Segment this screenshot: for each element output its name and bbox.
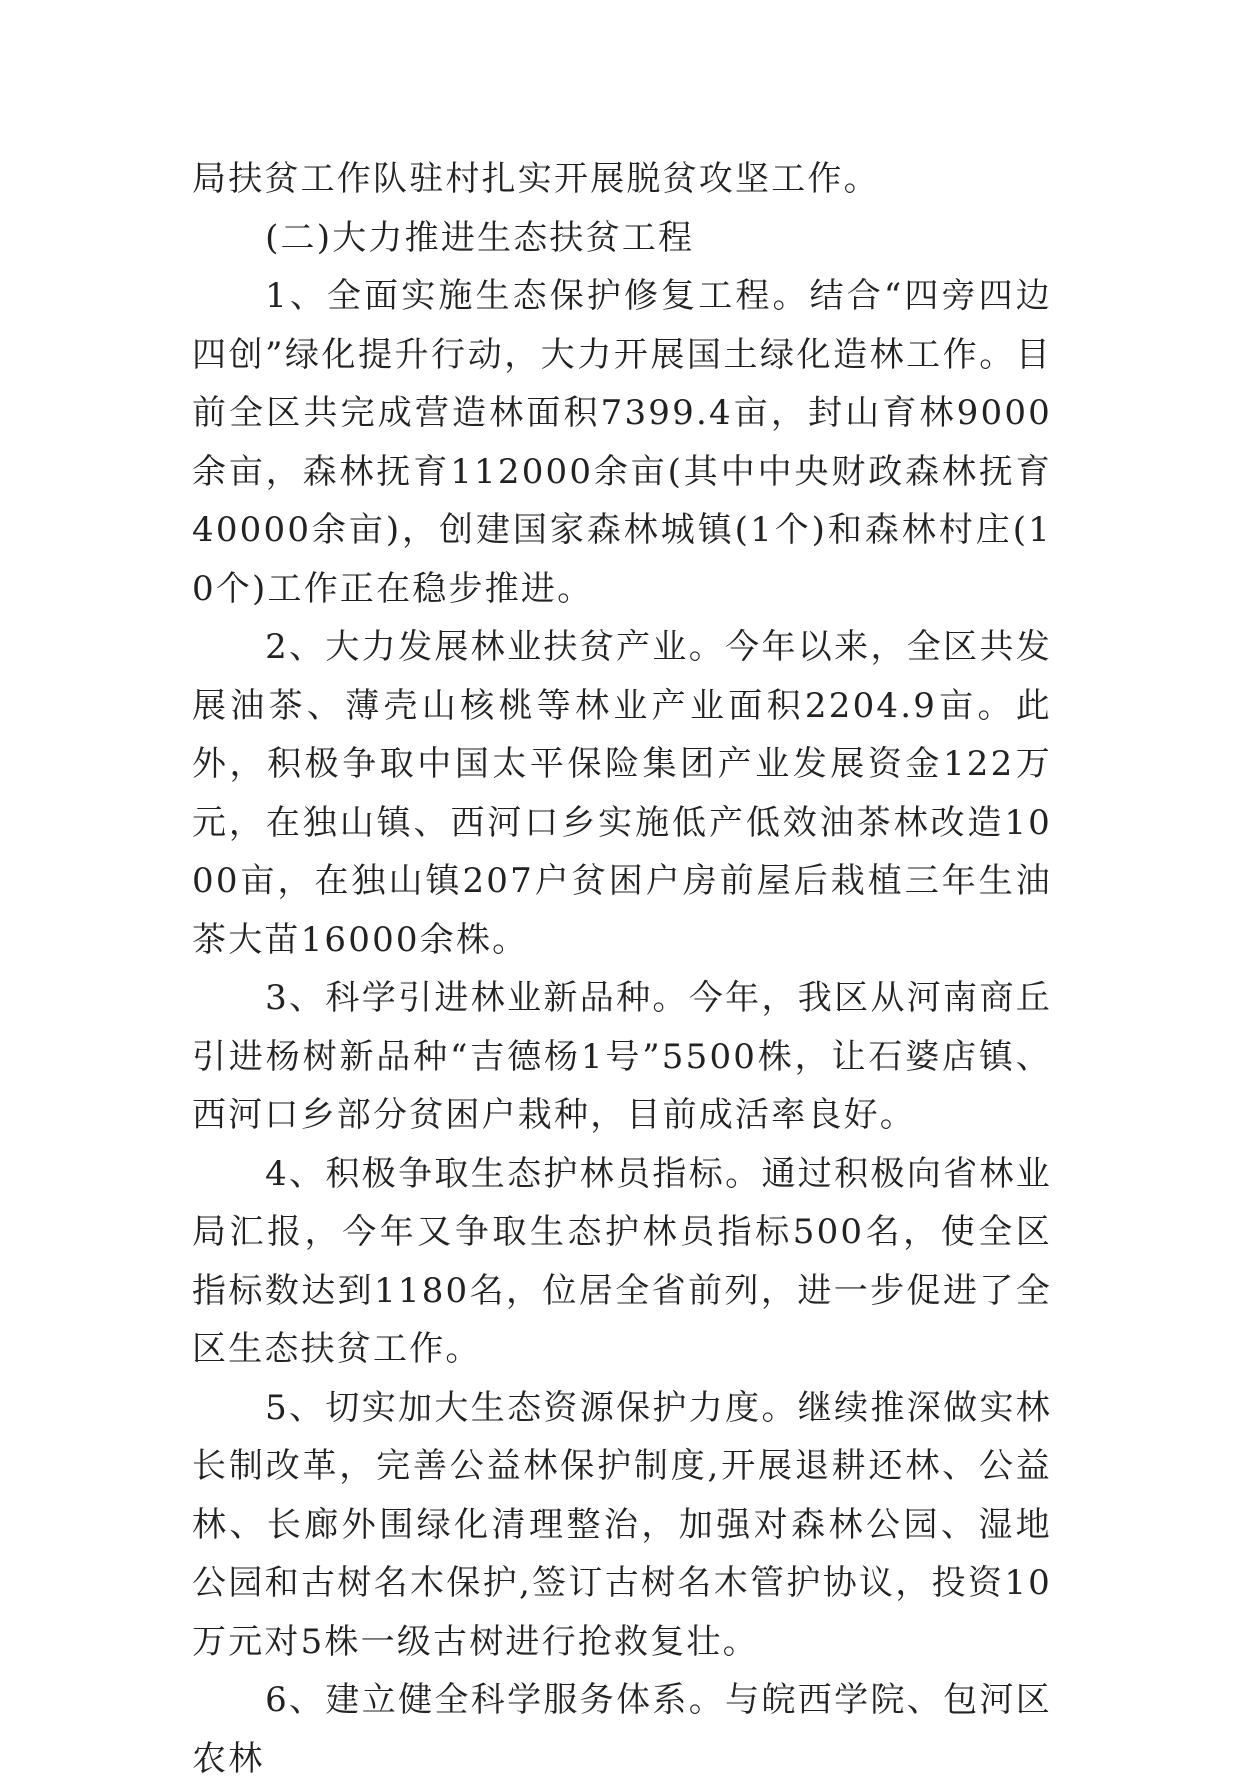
document-body: [192, 150, 1052, 1788]
paragraph-continuation: 局扶贫工作队驻村扎实开展脱贫攻坚工作。: [192, 159, 880, 199]
paragraph-item-6: 6、建立健全科学服务体系。与皖西学院、包河区农林: [192, 1680, 1052, 1779]
paragraph-item-2: 2、大力发展林业扶贫产业。今年以来，全区共发展油茶、薄壳山核桃等林业产业面积2204.9亩。此外，积极争取中国太平保险集团产业发展资金122万元，在独山镇、西河口乡实施低产低效油茶林改造1000亩，在独山镇207户贫困户房前屋后栽植三年生油茶大苗16000余株。: [192, 627, 1052, 960]
paragraph-item-4: 4、积极争取生态护林员指标。通过积极向省林业局汇报，今年又争取生态护林员指标500名，使全区指标数达到1180名，位居全省前列，进一步促进了全区生态扶贫工作。: [192, 1153, 1052, 1369]
paragraph-item-1: 1、全面实施生态保护修复工程。结合“四旁四边四创”绿化提升行动，大力开展国土绿化造林工作。目前全区共完成营造林面积7399.4亩，封山育林9000余亩，森林抚育112000余亩(其中中央财政森林抚育40000余亩)，创建国家森林城镇(1个)和森林村庄(10个)工作正在稳步推进。: [192, 276, 1052, 609]
section-heading: (二)大力推进生态扶贫工程: [265, 217, 695, 258]
paragraph-item-5: 5、切实加大生态资源保护力度。继续推深做实林长制改革，完善公益林保护制度,开展退耕还林、公益林、长廊外围绿化清理整治，加强对森林公园、湿地公园和古树名木保护,签订古树名木管护协议，投资10万元对5株一级古树进行抢救复壮。: [192, 1387, 1052, 1662]
paragraph-item-3: 3、科学引进林业新品种。今年，我区从河南商丘引进杨树新品种“吉德杨1号”5500株，让石婆店镇、西河口乡部分贫困户栽种，目前成活率良好。: [192, 978, 1052, 1135]
